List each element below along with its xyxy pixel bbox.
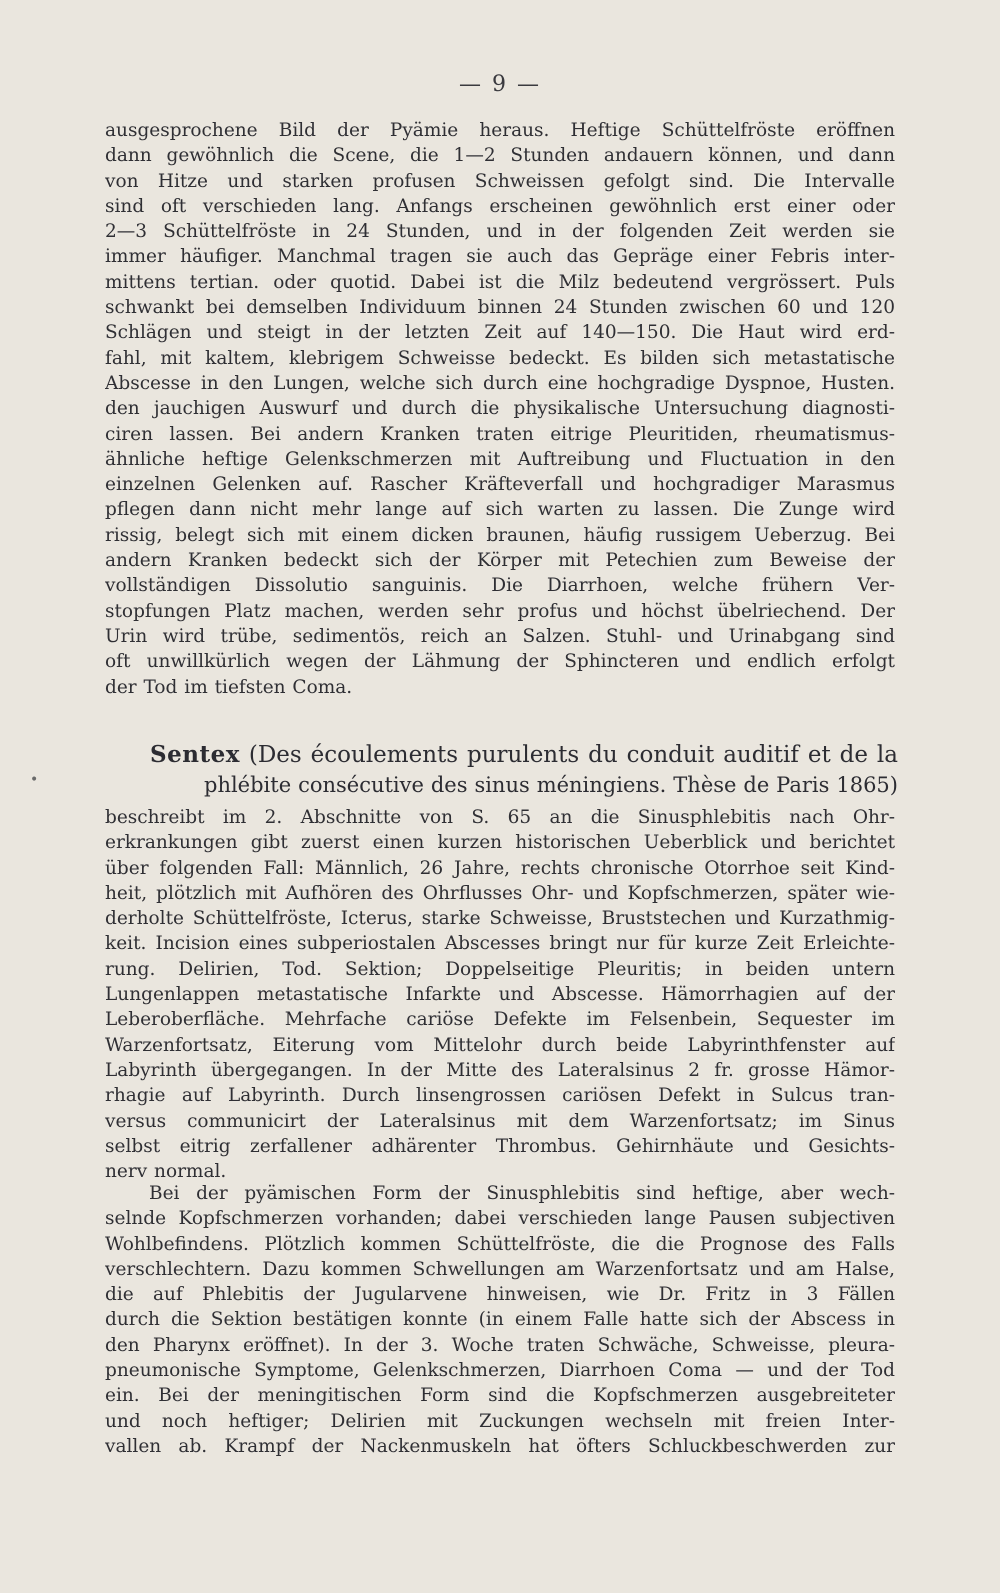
text-line: Lungenlappen metastatische Infarkte und Abscesse. Hämorrhagien auf der [105,984,895,1006]
text-line: Abscesse in den Lungen, welche sich durch eine hochgradige Dyspnoe, Husten. [105,372,895,394]
text-line: nerv normal. [105,1161,227,1183]
text-line: einzelnen Gelenken auf. Rascher Kräfteverfall und hochgradiger Marasmus [105,474,895,496]
paragraph-case-report [105,805,895,1184]
text-line: Schlägen und steigt in der letzten Zeit auf 140—150. Die Haut wird erd- [105,322,895,344]
text-line: oft unwillkürlich wegen der Lähmung der Sphincteren und endlich erfolgt [105,651,895,673]
text-line: beschreibt im 2. Abschnitte von S. 65 an die Sinusphlebitis nach Ohr- [105,807,895,828]
text-line: sind oft verschieden lang. Anfangs erscheinen gewöhnlich erst einer oder [105,195,895,217]
text-line: fahl, mit kaltem, klebrigem Schweisse bedeckt. Es bilden sich metastatische [105,347,895,369]
text-line: selbst eitrig zerfallener adhärenter Thrombus. Gehirnhäute und Gesichts- [105,1135,895,1157]
text-line: verschlechtern. Dazu kommen Schwellungen am Warzenfortsatz und am Halse, [105,1258,895,1280]
text-line: andern Kranken bedeckt sich der Körper mit Petechien zum Beweise der [105,550,895,572]
heading-title-part-1: (Des écoulements purulents du conduit auditif et de la [248,742,899,768]
text-line: den Pharynx eröffnet). In der 3. Woche traten Schwäche, Schweisse, pleura- [105,1334,895,1356]
text-line: versus communicirt der Lateralsinus mit dem Warzenfortsatz; im Sinus [105,1110,895,1132]
text-line: erkrankungen gibt zuerst einen kurzen historischen Ueberblick und berichtet [105,832,895,854]
text-line: derholte Schüttelfröste, Icterus, starke Schweisse, Bruststechen und Kurzathmig- [105,908,895,930]
section-heading-sentex [150,740,898,800]
text-line: immer häufiger. Manchmal tragen sie auch das Gepräge einer Febris inter- [105,246,895,268]
text-line: Urin wird trübe, sedimentös, reich an Salzen. Stuhl- und Urinabgang sind [105,625,895,647]
text-line: heit, plötzlich mit Aufhören des Ohrflusses Ohr- und Kopfschmerzen, später wie- [105,882,895,904]
text-line: 2—3 Schüttelfröste in 24 Stunden, und in der folgenden Zeit werden sie [105,221,895,243]
text-line: schwankt bei demselben Individuum binnen 24 Stunden zwischen 60 und 120 [105,297,895,319]
text-line: rung. Delirien, Tod. Sektion; Doppelseitige Pleuritis; in beiden untern [105,958,895,980]
text-line: rissig, belegt sich mit einem dicken braunen, häufig russigem Ueberzug. Bei [105,524,895,546]
text-line: mittens tertian. oder quotid. Dabei ist die Milz bedeutend vergrössert. Puls [105,271,895,293]
text-line: über folgenden Fall: Männlich, 26 Jahre, rechts chronische Otorrhoe seit Kind- [105,857,895,879]
text-line: pflegen dann nicht mehr lange auf sich warten zu lassen. Die Zunge wird [105,499,895,521]
paragraph-pyaemic-form [105,1181,895,1459]
text-line: Leberoberfläche. Mehrfache cariöse Defekte im Felsenbein, Sequester im [105,1009,895,1031]
margin-mark: • [30,772,39,788]
text-line: keit. Incision eines subperiostalen Abscesses bringt nur für kurze Zeit Erleichte- [105,933,895,955]
heading-line-2: phlébite consécutive des sinus méningiens. Thèse de Paris 1865) [204,773,898,797]
text-line: durch die Sektion bestätigen konnte (in einem Falle hatte sich der Abscess in [105,1309,895,1331]
text-line: ciren lassen. Bei andern Kranken traten eitrige Pleuritiden, rheumatismus- [105,423,895,445]
heading-author: Sentex [150,741,240,768]
text-line: vollständigen Dissolutio sanguinis. Die Diarrhoen, welche frühern Ver- [105,575,895,597]
text-line: Wohlbefindens. Plötzlich kommen Schüttelfröste, die die Prognose des Falls [105,1233,895,1255]
text-line: pneumonische Symptome, Gelenkschmerzen, Diarrhoen Coma — und der Tod [105,1360,895,1382]
text-line: ein. Bei der meningitischen Form sind die Kopfschmerzen ausgebreiteter [105,1385,895,1407]
heading-line-1 [150,740,898,770]
text-line: selnde Kopfschmerzen vorhanden; dabei verschieden lange Pausen subjectiven [105,1208,895,1230]
text-line: Bei der pyämischen Form der Sinusphlebitis sind heftige, aber wech- [149,1183,895,1204]
text-line: die auf Phlebitis der Jugularvene hinweisen, wie Dr. Fritz in 3 Fällen [105,1284,895,1306]
text-line: von Hitze und starken profusen Schweissen gefolgt sind. Die Intervalle [105,170,895,192]
text-line: rhagie auf Labyrinth. Durch linsengrossen cariösen Defekt in Sulcus tran- [105,1085,895,1107]
text-line: und noch heftiger; Delirien mit Zuckungen wechseln mit freien Inter- [105,1410,895,1432]
text-line: der Tod im tiefsten Coma. [105,676,353,698]
text-line: stopfungen Platz machen, werden sehr profus und höchst übelriechend. Der [105,600,895,622]
text-line: ausgesprochene Bild der Pyämie heraus. Heftige Schüttelfröste eröffnen [105,120,895,141]
text-line: dann gewöhnlich die Scene, die 1—2 Stunden andauern können, und dann [105,145,895,167]
text-line: Labyrinth übergegangen. In der Mitte des Lateralsinus 2 fr. grosse Hämor- [105,1059,895,1081]
text-line: vallen ab. Krampf der Nackenmuskeln hat öfters Schluckbeschwerden zur [105,1435,895,1457]
paragraph-pyaemia-symptoms [105,118,895,700]
text-line: ähnliche heftige Gelenkschmerzen mit Auftreibung und Fluctuation in den [105,448,895,470]
text-line: Warzenfortsatz, Eiterung vom Mittelohr durch beide Labyrinthfenster auf [105,1034,895,1056]
text-line: den jauchigen Auswurf und durch die physikalische Untersuchung diagnosti- [105,398,895,420]
page-number: — 9 — [459,72,541,97]
